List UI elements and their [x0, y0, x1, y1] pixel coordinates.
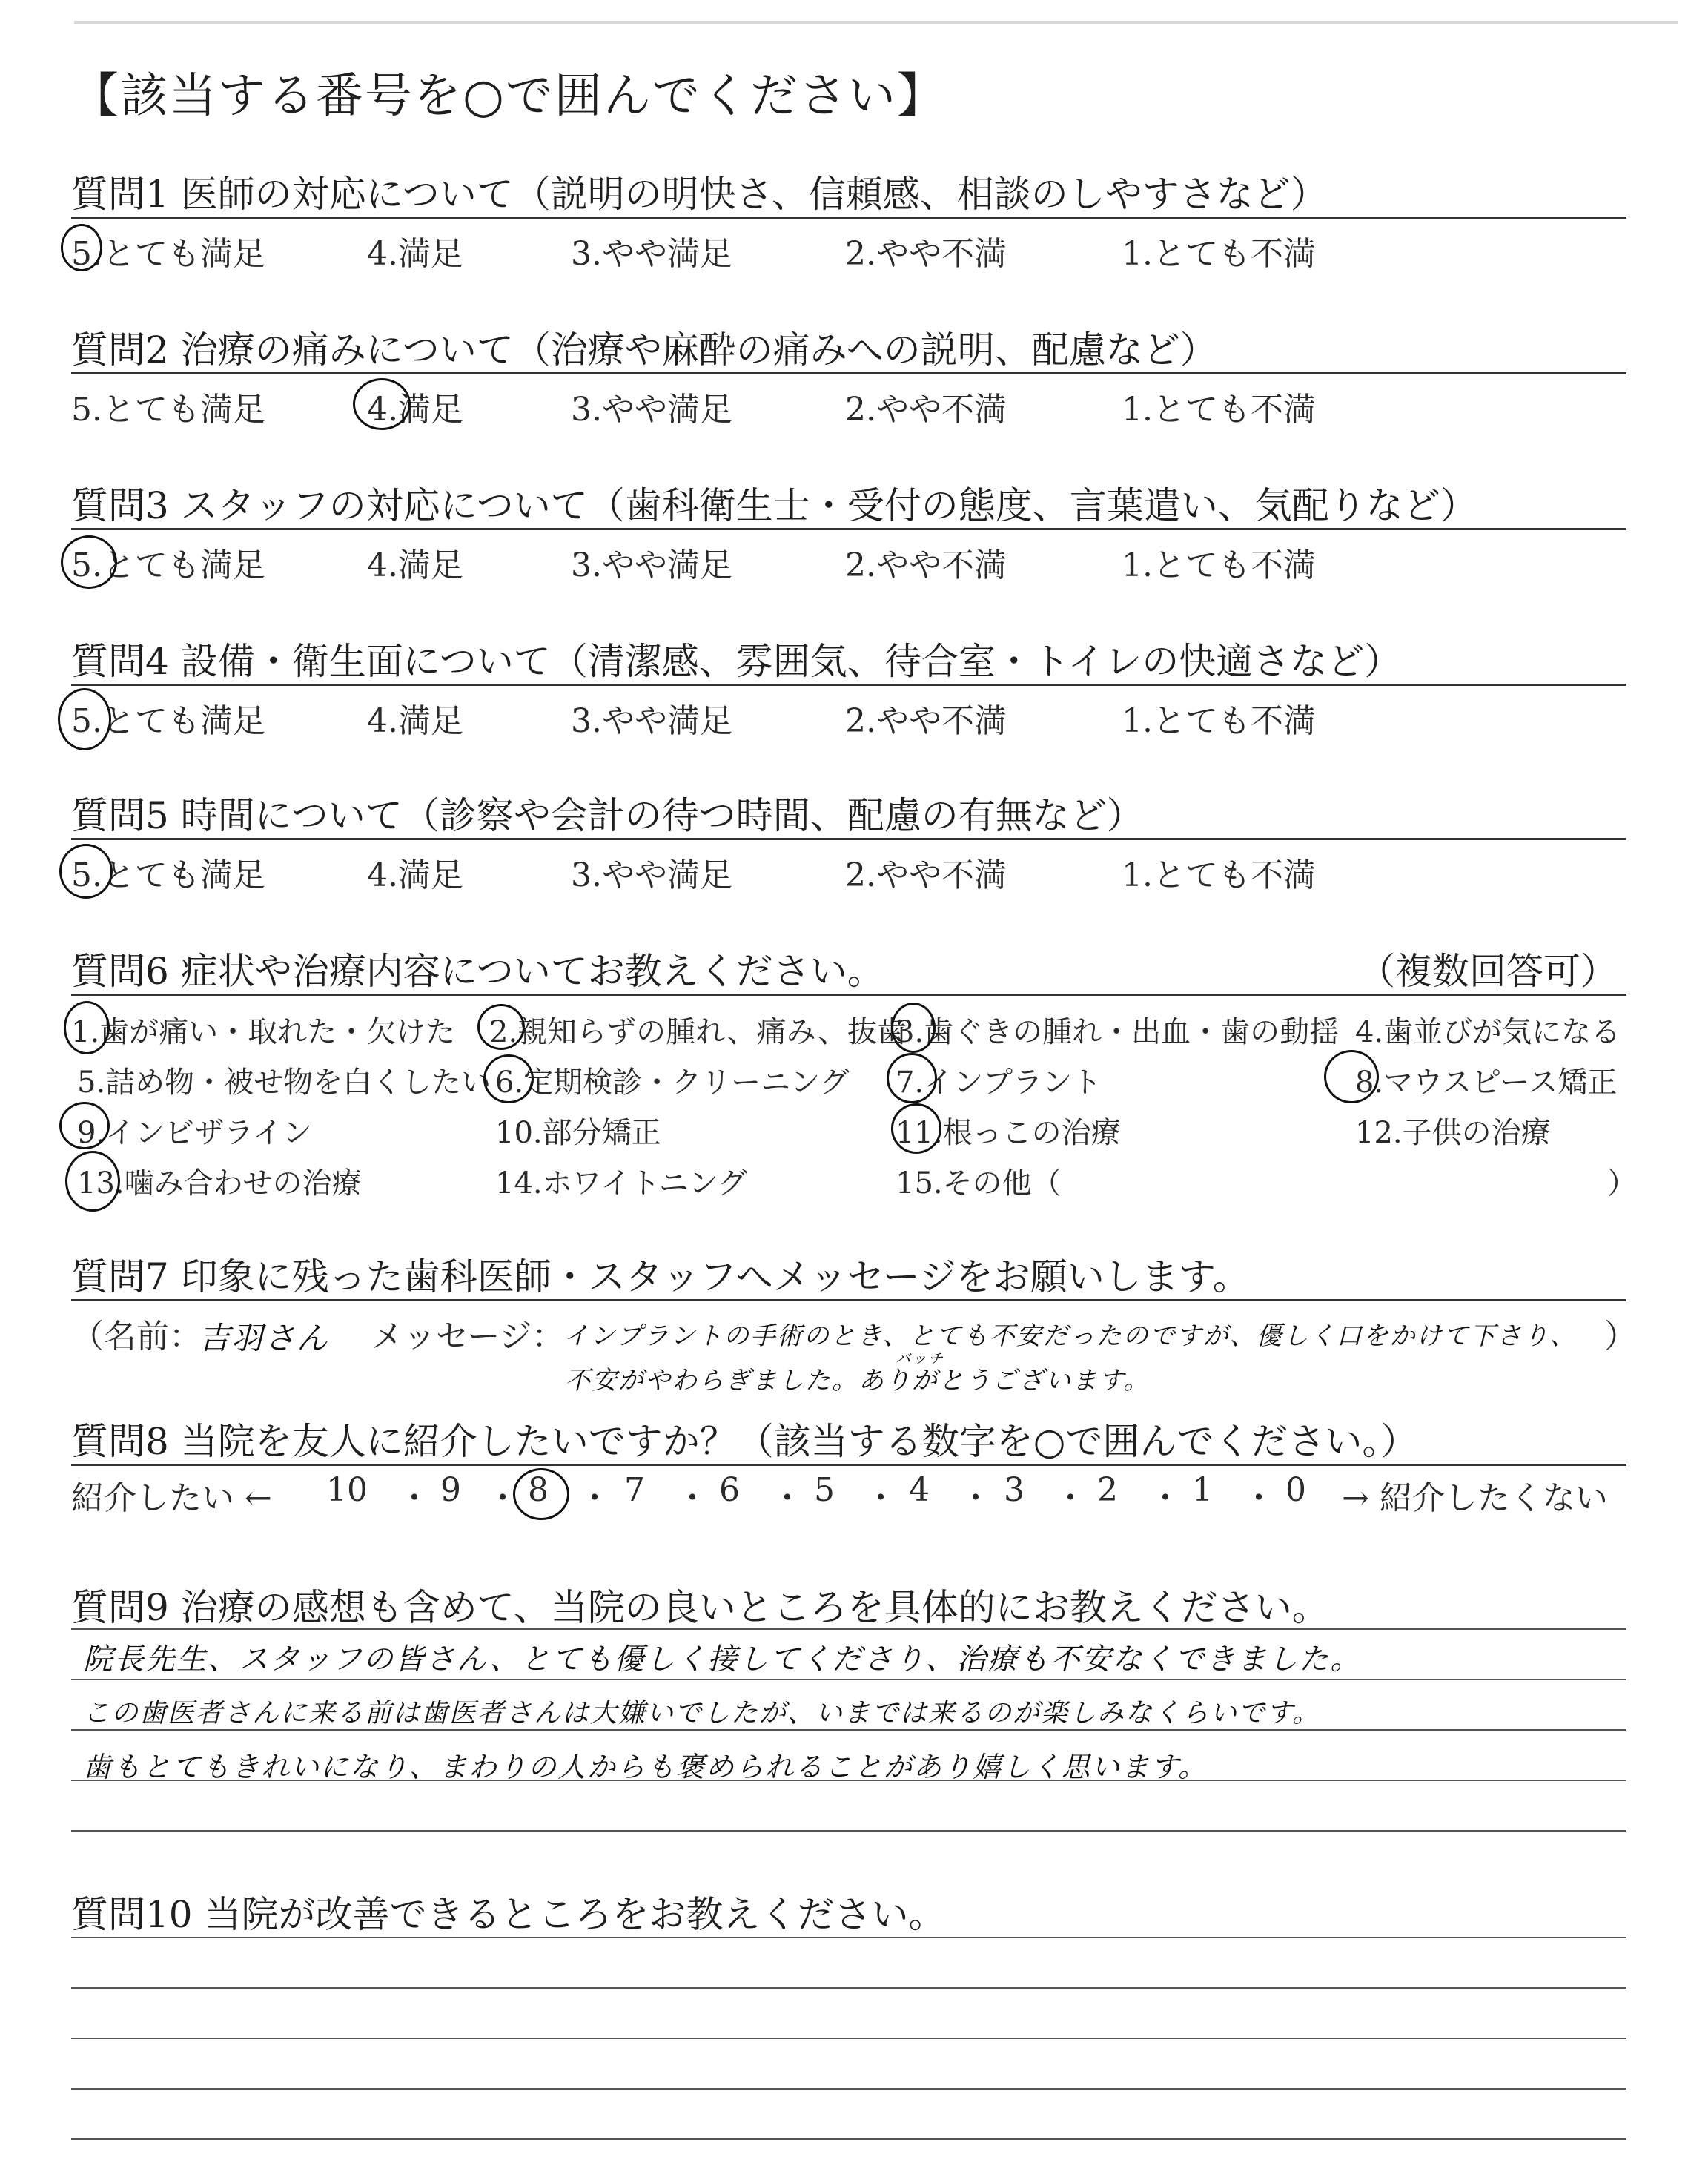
- q6-circle-6: [483, 1054, 534, 1103]
- q8-sep: ・: [1149, 1479, 1182, 1517]
- q5-option-4[interactable]: 4.満足: [367, 856, 463, 894]
- q8-sep: ・: [771, 1479, 804, 1517]
- q8-number-7[interactable]: 7: [624, 1471, 645, 1509]
- q6-circle-13: [65, 1151, 120, 1212]
- question-8-title: 質問8 当院を友人に紹介したいですか？（該当する数字を○で囲んでください。）: [71, 1420, 1418, 1463]
- q2-option-4[interactable]: 4.満足: [367, 391, 463, 429]
- q8-number-9[interactable]: 9: [440, 1471, 461, 1509]
- q8-number-4[interactable]: 4: [909, 1471, 930, 1509]
- q8-sep: ・: [398, 1479, 431, 1517]
- q8-sep: ・: [578, 1479, 611, 1517]
- q4-option-2[interactable]: 2.やや不満: [845, 702, 1007, 740]
- question-2-rule: [71, 372, 1626, 374]
- question-5-title: 質問5 時間について（診察や会計の待つ時間、配慮の有無など）: [71, 794, 1144, 837]
- q9-answer-line-3[interactable]: 歯もとてもきれいになり、まわりの人からも褒められることがあり嬉しく思います。: [83, 1751, 1208, 1783]
- q9-answer-line-2[interactable]: この歯医者さんに来る前は歯医者さんは大嫌いでしたが、いまでは来るのが楽しみなくらいです。: [83, 1698, 1321, 1728]
- q8-sep: ・: [864, 1479, 897, 1517]
- question-1-title: 質問1 医師の対応について（説明の明快さ、信頼感、相談のしやすさなど）: [71, 173, 1328, 216]
- q8-number-10[interactable]: 10: [326, 1471, 368, 1509]
- question-6-title: 質問6 症状や治療内容についてお教えください。: [71, 950, 884, 993]
- question-7-rule: [71, 1299, 1626, 1301]
- q4-option-4[interactable]: 4.満足: [367, 702, 463, 740]
- q6-item-15[interactable]: 15.その他（: [896, 1166, 1062, 1200]
- q6-item-3[interactable]: 3.歯ぐきの腫れ・出血・歯の動揺: [896, 1015, 1340, 1049]
- question-7-title: 質問7 印象に残った歯科医師・スタッフへメッセージをお願いします。: [71, 1255, 1250, 1298]
- q5-option-3[interactable]: 3.やや満足: [571, 856, 732, 894]
- q8-number-3[interactable]: 3: [1004, 1471, 1025, 1509]
- q6-item-11[interactable]: 11.根っこの治療: [896, 1116, 1121, 1150]
- page-top-edge: [74, 21, 1678, 24]
- question-10-title: 質問10 当院が改善できるところをお教えください。: [71, 1893, 946, 1936]
- q8-number-1[interactable]: 1: [1192, 1471, 1213, 1509]
- q7-name-label: （名前：: [71, 1318, 202, 1355]
- q7-message-line-1[interactable]: インプラントの手術のとき、とても不安だったのですが、優しく口をかけて下さり、: [563, 1321, 1577, 1351]
- q6-circle-8: [1324, 1050, 1379, 1103]
- question-3-rule: [71, 528, 1626, 530]
- q5-option-2[interactable]: 2.やや不満: [845, 856, 1007, 894]
- q10-line-4: [71, 2088, 1626, 2090]
- q7-message-line-2[interactable]: 不安がやわらぎました。ありがとうございます。: [565, 1366, 1151, 1396]
- q4-option-3[interactable]: 3.やや満足: [571, 702, 732, 740]
- q6-item-15-close: ）: [1607, 1166, 1637, 1200]
- q6-circle-1: [64, 1001, 110, 1054]
- q6-item-1[interactable]: 1.歯が痛い・取れた・欠けた: [71, 1015, 456, 1049]
- question-1-rule: [71, 217, 1626, 219]
- q6-item-8[interactable]: 8.マウスピース矯正: [1355, 1066, 1618, 1100]
- q4-option-5[interactable]: 5.とても満足: [71, 702, 265, 740]
- q7-name-value[interactable]: 吉羽さん: [199, 1320, 330, 1356]
- question-8-rule: [71, 1464, 1626, 1466]
- q6-item-4[interactable]: 4.歯並びが気になる: [1355, 1015, 1621, 1049]
- q8-number-5[interactable]: 5: [814, 1471, 835, 1509]
- q6-circle-9: [59, 1102, 110, 1149]
- q9-line-1: [71, 1628, 1626, 1630]
- q3-option-1[interactable]: 1.とても不満: [1122, 546, 1316, 584]
- q8-number-0[interactable]: 0: [1285, 1471, 1306, 1509]
- q1-option-3[interactable]: 3.やや満足: [571, 235, 732, 273]
- q10-line-5: [71, 2138, 1626, 2140]
- q8-number-2[interactable]: 2: [1097, 1471, 1118, 1509]
- question-6-rule: [71, 994, 1626, 996]
- q6-item-5[interactable]: 5.詰め物・被せ物を白くしたい: [77, 1066, 491, 1100]
- q5-option-5[interactable]: 5.とても満足: [71, 856, 265, 894]
- q8-sep: ・: [486, 1479, 519, 1517]
- q1-option-1[interactable]: 1.とても不満: [1122, 235, 1316, 273]
- q7-close-paren: ）: [1604, 1318, 1637, 1355]
- question-4-rule: [71, 684, 1626, 686]
- q9-line-2: [71, 1679, 1626, 1680]
- q6-item-6[interactable]: 6.定期検診・クリーニング: [495, 1066, 850, 1100]
- question-4-title: 質問4 設備・衛生面について（清潔感、雰囲気、待合室・トイレの快適さなど）: [71, 640, 1402, 683]
- question-5-rule: [71, 838, 1626, 840]
- q6-circle-11: [891, 1103, 941, 1154]
- q1-option-5[interactable]: 5.とても満足: [71, 235, 265, 273]
- q8-sep: ・: [959, 1479, 992, 1517]
- q6-item-14[interactable]: 14.ホワイトニング: [495, 1166, 748, 1200]
- q7-message-label: メッセージ：: [371, 1318, 565, 1355]
- q6-item-2[interactable]: 2.親知らずの腫れ、痛み、抜歯: [489, 1015, 907, 1049]
- q6-item-13[interactable]: 13.噛み合わせの治療: [77, 1166, 362, 1200]
- q6-item-12[interactable]: 12.子供の治療: [1355, 1116, 1551, 1150]
- q3-option-5[interactable]: 5.とても満足: [71, 546, 265, 584]
- q9-line-5: [71, 1830, 1626, 1832]
- q4-option-1[interactable]: 1.とても不満: [1122, 702, 1316, 740]
- question-2-title: 質問2 治療の痛みについて（治療や麻酔の痛みへの説明、配慮など）: [71, 328, 1217, 371]
- q10-line-3: [71, 2038, 1626, 2039]
- q3-answer-circle: [61, 535, 117, 589]
- question-6-note: （複数回答可）: [1358, 950, 1618, 993]
- q6-circle-7: [887, 1053, 937, 1103]
- q2-option-2[interactable]: 2.やや不満: [845, 391, 1007, 429]
- q10-line-2: [71, 1987, 1626, 1989]
- q1-answer-circle: [61, 224, 102, 271]
- q8-sep: ・: [1054, 1479, 1087, 1517]
- q8-number-6[interactable]: 6: [719, 1471, 740, 1509]
- q8-sep: ・: [1242, 1479, 1275, 1517]
- q2-option-1[interactable]: 1.とても不満: [1122, 391, 1316, 429]
- q6-circle-3: [891, 1003, 936, 1053]
- q1-option-4[interactable]: 4.満足: [367, 235, 463, 273]
- question-3-title: 質問3 スタッフの対応について（歯科衛生士・受付の態度、言葉遣い、気配りなど）: [71, 484, 1477, 527]
- q2-option-5[interactable]: 5.とても満足: [71, 391, 265, 429]
- q8-number-8[interactable]: 8: [528, 1471, 549, 1509]
- q4-answer-circle: [58, 688, 111, 750]
- q5-option-1[interactable]: 1.とても不満: [1122, 856, 1316, 894]
- q9-answer-line-1[interactable]: 院長先生、スタッフの皆さん、とても優しく接してくださり、治療も不安なくできました。: [83, 1642, 1362, 1677]
- question-9-title: 質問9 治療の感想も含めて、当院の良いところを具体的にお教えください。: [71, 1586, 1329, 1629]
- q10-line-1: [71, 1937, 1626, 1938]
- q6-circle-2: [477, 1004, 525, 1050]
- q8-left-label: 紹介したい ←: [71, 1479, 272, 1517]
- q2-option-3[interactable]: 3.やや満足: [571, 391, 732, 429]
- q6-item-7[interactable]: 7.インプラント: [896, 1066, 1102, 1100]
- form-header: 【該当する番号を○で囲んでください】: [71, 69, 946, 124]
- q1-option-2[interactable]: 2.やや不満: [845, 235, 1007, 273]
- q7-message-insert: バッチ: [896, 1350, 944, 1367]
- q3-option-2[interactable]: 2.やや不満: [845, 546, 1007, 584]
- q6-item-10[interactable]: 10.部分矯正: [495, 1116, 661, 1150]
- q8-answer-circle: [513, 1468, 569, 1520]
- q8-sep: ・: [676, 1479, 709, 1517]
- q3-option-3[interactable]: 3.やや満足: [571, 546, 732, 584]
- q3-option-4[interactable]: 4.満足: [367, 546, 463, 584]
- q2-answer-circle: [353, 378, 411, 430]
- q8-right-label: → 紹介したくない: [1342, 1479, 1608, 1517]
- q5-answer-circle: [59, 844, 113, 899]
- q6-item-9[interactable]: 9.インビザライン: [77, 1116, 312, 1150]
